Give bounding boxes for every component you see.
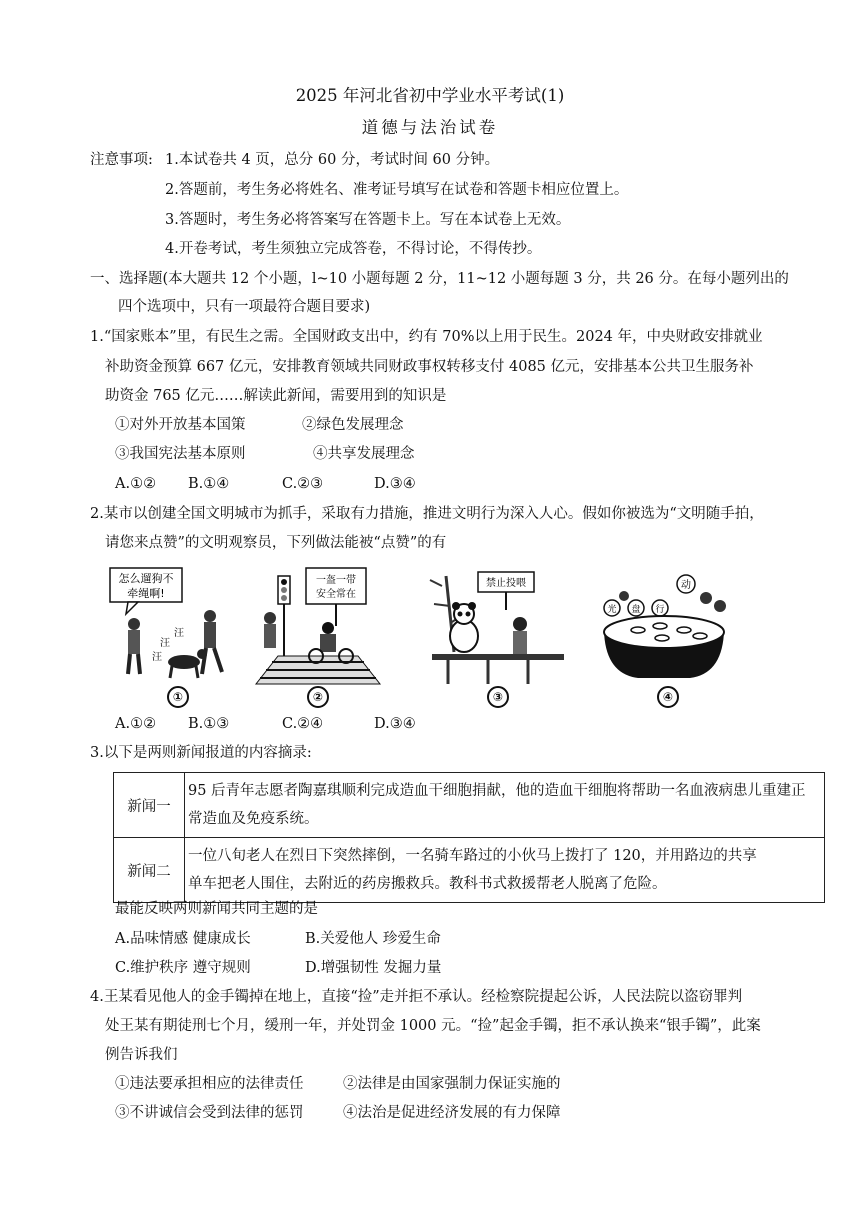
q2-option-d[interactable]: D.③④ xyxy=(374,716,416,732)
q2-option-c[interactable]: C.②④ xyxy=(282,716,324,732)
q2-stem: 请您来点赞”的文明观察员，下列做法能被“点赞”的有 xyxy=(105,535,447,551)
q4-statement: ①违法要承担相应的法律责任 xyxy=(115,1076,304,1092)
news-line: 一位八旬老人在烈日下突然摔倒，一名骑车路过的小伙马上拨打了 120，并用路边的共享 xyxy=(188,848,757,864)
picture-4-text: 行 xyxy=(655,605,665,615)
q4-statement: ④法治是促进经济发展的有力保障 xyxy=(343,1105,561,1121)
q4-stem: 例告诉我们 xyxy=(105,1047,178,1063)
picture-number-1: ① xyxy=(167,686,189,708)
picture-1-text: 怎么遛狗不 xyxy=(118,572,174,585)
picture-4-text: 动 xyxy=(681,580,691,591)
q4-statement: ③不讲诚信会受到法律的惩罚 xyxy=(115,1105,304,1121)
news-content xyxy=(185,773,825,838)
news-label: 新闻一 xyxy=(114,773,185,838)
q1-statement: ②绿色发展理念 xyxy=(302,417,404,433)
note-item: 3.答题时，考生务必将答案写在答题卡上。写在本试卷上无效。 xyxy=(165,212,571,228)
news-table xyxy=(113,772,825,903)
q1-option-a[interactable]: A.①② xyxy=(115,476,157,492)
news-content xyxy=(185,838,825,903)
q3-question: 最能反映两则新闻共同主题的是 xyxy=(115,901,318,917)
news-label: 新闻二 xyxy=(114,838,185,903)
picture-2-text: 安全常在 xyxy=(316,589,356,600)
picture-1-text: 牵绳啊! xyxy=(127,587,165,600)
note-item: 1.本试卷共 4 页，总分 60 分，考试时间 60 分钟。 xyxy=(165,152,500,168)
q3-option-c[interactable]: C.维护秩序 遵守规则 xyxy=(115,960,251,976)
table-row xyxy=(114,838,825,903)
q1-stem: 补助资金预算 667 亿元，安排教育领域共同财政事权转移支付 4085 亿元，安排基本公共卫生服务补 xyxy=(105,359,754,375)
notes-label: 注意事项: xyxy=(90,152,153,168)
section-heading: 一、选择题(本大题共 12 个小题，l~10 小题每题 2 分，11~12 小题每题 3 分，共 26 分。在每小题列出的 xyxy=(90,271,789,287)
q2-option-a[interactable]: A.①② xyxy=(115,716,157,732)
q3-option-d[interactable]: D.增强韧性 发掘力量 xyxy=(305,960,442,976)
news-line: 单车把老人围住，去附近的药房搬救兵。教科书式救援帮老人脱离了危险。 xyxy=(188,876,667,892)
picture-number-2: ② xyxy=(307,686,329,708)
picture-helmet-rider xyxy=(248,566,388,710)
exam-subtitle: 道德与法治试卷 xyxy=(361,118,499,137)
q4-stem: 4.王某看见他人的金手镯掉在地上，直接“捡”走并拒不承认。经检察院提起公诉，人民法院以盗窃罪判 xyxy=(90,989,743,1005)
q2-stem: 2.某市以创建全国文明城市为抓手，采取有力措施，推进文明行为深入人心。假如你被选为“文明随手拍， xyxy=(90,506,764,522)
picture-clean-plate xyxy=(598,566,738,710)
q4-stem: 处王某有期徒刑七个月，缓刑一年，并处罚金 1000 元。“捡”起金手镯，拒不承认换来“银手镯”，此案 xyxy=(105,1018,761,1034)
note-item: 2.答题前，考生务必将姓名、准考证号填写在试卷和答题卡相应位置上。 xyxy=(165,182,629,198)
note-item: 4.开卷考试，考生须独立完成答卷，不得讨论，不得传抄。 xyxy=(165,241,542,257)
q3-option-a[interactable]: A.品味情感 健康成长 xyxy=(115,931,251,947)
q1-stem: 1.“国家账本”里，有民生之需。全国财政支出中，约有 70%以上用于民生。2024 年，中央财政安排就业 xyxy=(90,329,763,345)
picture-3-text: 禁止投喂 xyxy=(486,578,526,589)
q1-statement: ③我国宪法基本原则 xyxy=(115,446,246,462)
q1-statement: ④共享发展理念 xyxy=(313,446,415,462)
exam-title: 2025 年河北省初中学业水平考试(1) xyxy=(295,86,565,105)
picture-panda-feeding xyxy=(428,566,568,710)
q1-option-c[interactable]: C.②③ xyxy=(282,476,324,492)
table-row xyxy=(114,773,825,838)
picture-1-text: 汪 xyxy=(160,638,170,649)
picture-number-3: ③ xyxy=(487,686,509,708)
picture-number-4: ④ xyxy=(657,686,679,708)
picture-1-text: 汪 xyxy=(174,628,184,639)
picture-dog-walking xyxy=(108,566,248,710)
q3-intro: 3.以下是两则新闻报道的内容摘录: xyxy=(90,745,312,761)
section-heading-cont: 四个选项中，只有一项最符合题目要求) xyxy=(118,299,371,315)
picture-4-text: 盘 xyxy=(631,605,641,615)
q1-stem: 助资金 765 亿元……解读此新闻，需要用到的知识是 xyxy=(105,388,447,404)
q4-statement: ②法律是由国家强制力保证实施的 xyxy=(343,1076,561,1092)
picture-1-text: 汪 xyxy=(152,652,162,663)
picture-2-text: 一盔一带 xyxy=(316,575,356,586)
q1-option-d[interactable]: D.③④ xyxy=(374,476,416,492)
news-line: 常造血及免疫系统。 xyxy=(188,811,319,827)
q1-statement: ①对外开放基本国策 xyxy=(115,417,246,433)
q3-option-b[interactable]: B.关爱他人 珍爱生命 xyxy=(305,931,441,947)
picture-4-text: 光 xyxy=(607,605,617,615)
q2-pictures xyxy=(108,566,748,710)
news-line: 95 后青年志愿者陶嘉琪顺利完成造血干细胞捐献，他的造血干细胞将帮助一名血液病患儿重建正 xyxy=(188,783,806,799)
q2-option-b[interactable]: B.①③ xyxy=(188,716,230,732)
q1-option-b[interactable]: B.①④ xyxy=(188,476,230,492)
